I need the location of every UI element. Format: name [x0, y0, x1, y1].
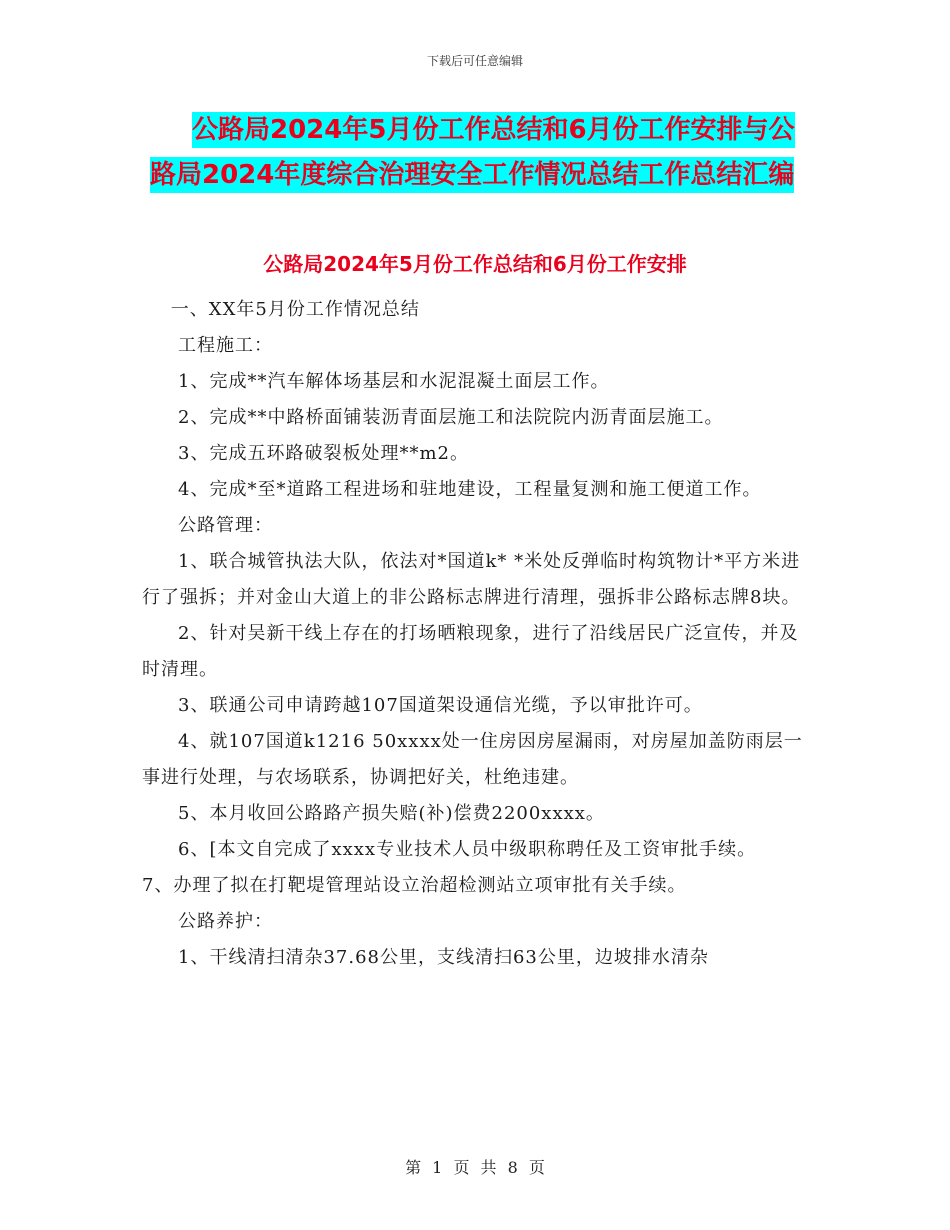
paragraph: 工程施工： — [178, 335, 273, 356]
paragraph: 1、干线清扫清杂37.68公里，支线清扫63公里，边坡排水清杂 — [178, 947, 709, 968]
document-body — [142, 292, 812, 976]
paragraph: 一、XX年5月份工作情况总结 — [170, 299, 420, 320]
paragraph: 公路养护： — [178, 911, 273, 932]
header-note: 下载后可任意编辑 — [426, 54, 523, 68]
paragraph: 5、本月收回公路路产损失赔(补)偿费2200xxxx。 — [178, 803, 605, 824]
paragraph: 公路管理： — [178, 515, 273, 536]
paragraph: 4、完成*至*道路工程进场和驻地建设，工程量复测和施工便道工作。 — [178, 479, 762, 500]
paragraph: 1、联合城管执法大队，依法对*国道k* *米处反弹临时构筑物计*平方米进行了强拆；并对金山大道上的非公路标志牌进行清理，强拆非公路标志牌8块。 — [142, 551, 801, 608]
title-line-2: 路局2024年度综合治理安全工作情况总结工作总结汇编 — [150, 157, 794, 193]
paragraph: 6、[本文自完成了xxxx专业技术人员中级职称聘任及工资审批手续。 7、办理了拟在打靶堤管理站设立治超检测站立项审批有关手续。 — [142, 839, 786, 896]
title-line-1: 公路局2024年5月份工作总结和6月份工作安排与公 — [192, 112, 795, 148]
paragraph: 1、完成**汽车解体场基层和水泥混凝土面层工作。 — [178, 371, 610, 392]
paragraph: 2、针对吴新干线上存在的打场晒粮现象，进行了沿线居民广泛宣传，并及时清理。 — [142, 623, 799, 680]
section-title: 公路局2024年5月份工作总结和6月份工作安排 — [263, 252, 687, 276]
paragraph: 4、就107国道k1216 50xxxx处一住房因房屋漏雨，对房屋加盖防雨层一事进行处理，与农场联系，协调把好关，杜绝违建。 — [142, 731, 803, 788]
paragraph: 3、联通公司申请跨越107国道架设通信光缆，予以审批许可。 — [178, 695, 703, 716]
paragraph: 3、完成五环路破裂板处理**m2。 — [178, 443, 469, 464]
paragraph: 2、完成**中路桥面铺装沥青面层施工和法院院内沥青面层施工。 — [178, 407, 724, 428]
document-title — [150, 108, 810, 198]
page-footer: 第 1 页 共 8 页 — [405, 1158, 545, 1177]
